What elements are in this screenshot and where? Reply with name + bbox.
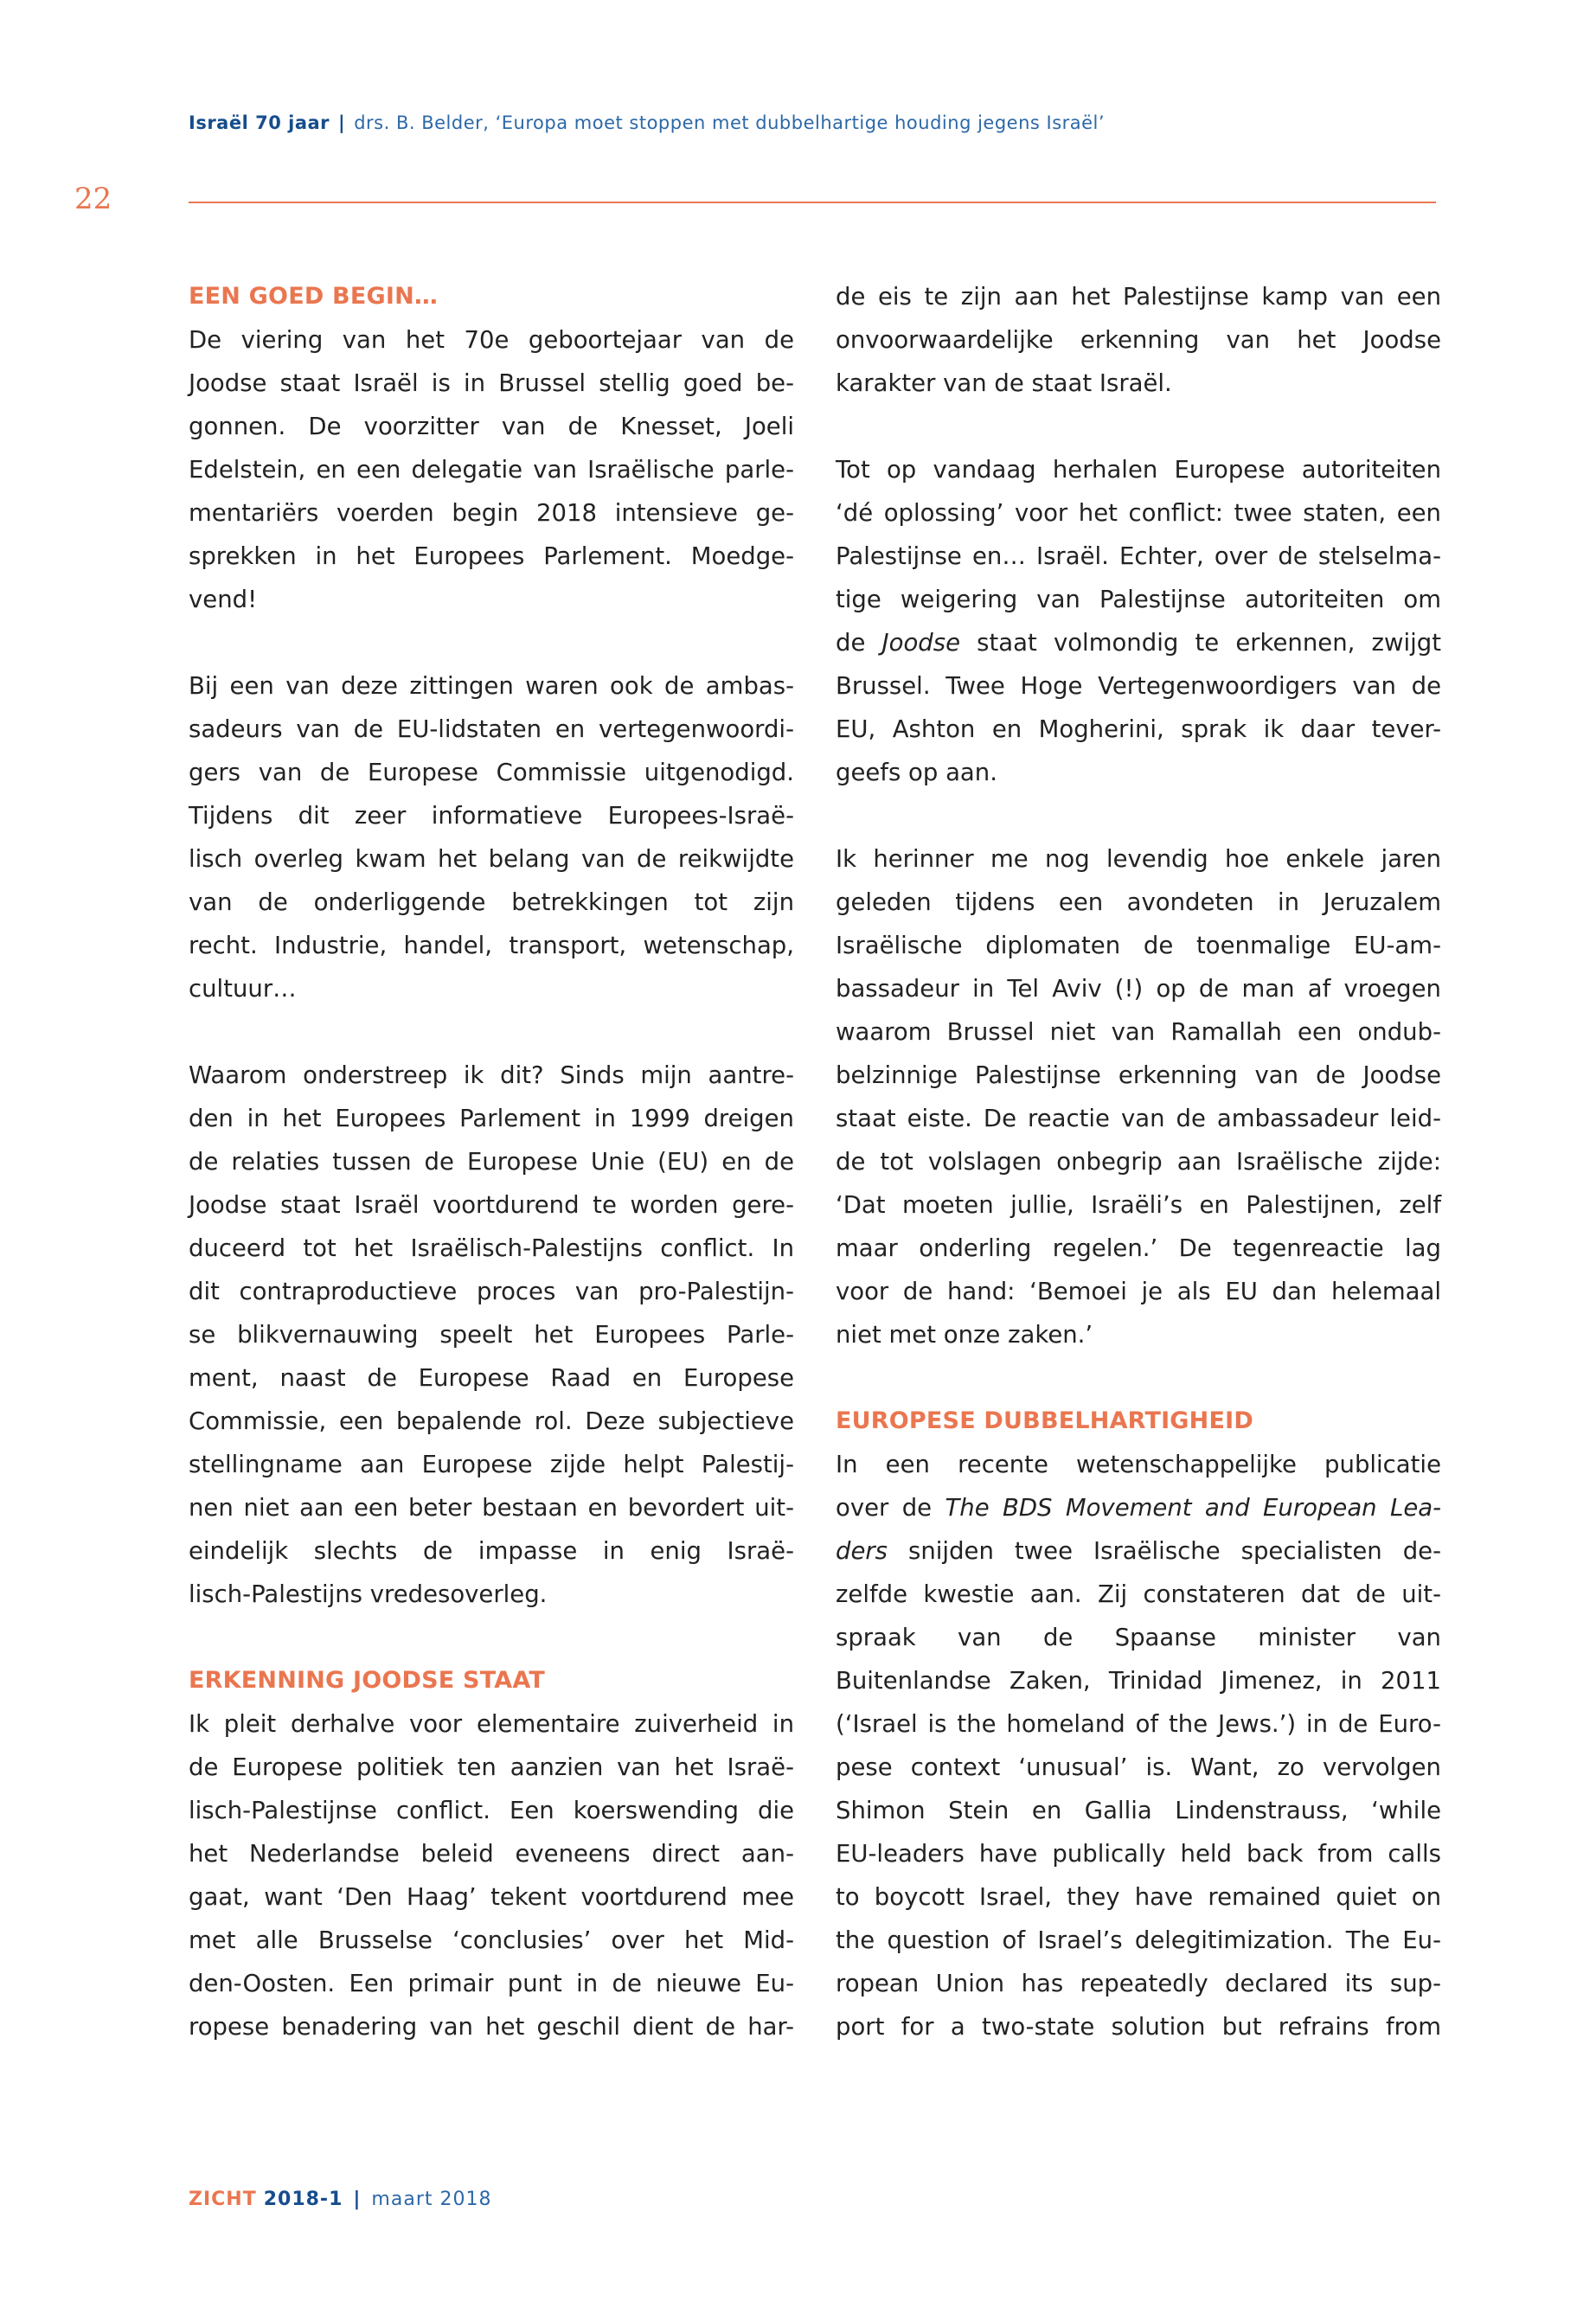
- text-line: tige weigering van Palestijnse autoriteiten om: [836, 586, 1441, 613]
- text-line: Ik herinner me nog levendig hoe enkele jaren: [836, 845, 1441, 873]
- text-line: Israëlische diplomaten de toenmalige EU-am-: [836, 932, 1441, 959]
- page-number: 22: [74, 182, 112, 216]
- text-line: pese context ‘unusual’ is. Want, zo vervolgen: [836, 1753, 1441, 1781]
- footer-separator: |: [353, 2189, 362, 2210]
- text-line: met alle Brusselse ‘conclusies’ over het Mid-: [189, 1926, 794, 1954]
- paragraph-break: [189, 621, 794, 664]
- text-line: den-Oosten. Een primair punt in de nieuwe Eu-: [189, 1970, 794, 1997]
- text-line: sadeurs van de EU-lidstaten en vertegenwoordi-: [189, 715, 794, 743]
- text-line: onvoorwaardelijke erkenning van het Joodse: [836, 326, 1441, 354]
- text-line: nen niet aan een beter bestaan en bevordert uit-: [189, 1494, 794, 1522]
- text-line: waarom Brussel niet van Ramallah een ondub-: [836, 1018, 1441, 1046]
- paragraph-break: [189, 1010, 794, 1054]
- text-line: to boycott Israel, they have remained quiet on: [836, 1883, 1441, 1911]
- text-line: De viering van het 70e geboortejaar van de: [189, 326, 794, 354]
- text-line: geleden tijdens een avondeten in Jeruzalem: [836, 888, 1441, 916]
- section-heading: EEN GOED BEGIN…: [189, 283, 439, 310]
- text-line: ‘Dat moeten jullie, Israëli’s en Palestijnen, zelf: [836, 1191, 1441, 1219]
- text-line: Tijdens dit zeer informatieve Europees-Israë-: [189, 802, 794, 830]
- text-line: de eis te zijn aan het Palestijnse kamp van een: [836, 283, 1441, 311]
- text-line: de tot volslagen onbegrip aan Israëlische zijde:: [836, 1148, 1441, 1176]
- text-line: dit contraproductieve proces van pro-Palestijn-: [189, 1278, 794, 1305]
- text-line: Buitenlandse Zaken, Trinidad Jimenez, in 2011: [836, 1667, 1441, 1695]
- text-segment: staat volmondig te erkennen, zwijgt: [960, 629, 1441, 657]
- italic-text-segment: ders: [836, 1537, 888, 1565]
- text-line: [836, 1486, 1441, 1529]
- text-line: EU, Ashton en Mogherini, sprak ik daar tever-: [836, 715, 1441, 743]
- text-line: mentariërs voerden begin 2018 intensieve ge-: [189, 499, 794, 527]
- text-line: Waarom onderstreep ik dit? Sinds mijn aantre-: [189, 1061, 794, 1089]
- text-line: [836, 1529, 1441, 1573]
- text-line: gaat, want ‘Den Haag’ tekent voortdurend mee: [189, 1883, 794, 1911]
- text-line: lisch overleg kwam het belang van de reikwijdte: [189, 845, 794, 873]
- text-line: maar onderling regelen.’ De tegenreactie lag: [836, 1234, 1441, 1262]
- text-line: eindelijk slechts de impasse in enig Israë-: [189, 1537, 794, 1565]
- text-line: stellingname aan Europese zijde helpt Palestij-: [189, 1451, 794, 1478]
- text-line: geefs op aan.: [836, 759, 997, 786]
- text-line: sprekken in het Europees Parlement. Moedge-: [189, 542, 794, 570]
- text-line: karakter van de staat Israël.: [836, 369, 1172, 397]
- text-line: zelfde kwestie aan. Zij constateren dat de uit-: [836, 1580, 1441, 1608]
- italic-text-segment: The BDS Movement and European Lea-: [945, 1494, 1442, 1522]
- text-line: cultuur…: [189, 975, 297, 1003]
- text-line: Tot op vandaag herhalen Europese autoriteiten: [836, 456, 1441, 484]
- section-heading: EUROPESE DUBBELHARTIGHEID: [836, 1407, 1253, 1434]
- text-line: niet met onze zaken.’: [836, 1321, 1093, 1349]
- text-segment: de: [836, 629, 882, 657]
- paragraph-break: [189, 1616, 794, 1659]
- text-line: lisch-Palestijns vredesoverleg.: [189, 1580, 548, 1608]
- text-line: het Nederlandse beleid eveneens direct aan-: [189, 1840, 794, 1868]
- text-line: Brussel. Twee Hoge Vertegenwoordigers van de: [836, 672, 1441, 700]
- text-line: vend!: [189, 586, 258, 613]
- italic-text-segment: Joodse: [881, 629, 961, 657]
- text-line: voor de hand: ‘Bemoei je als EU dan helemaal: [836, 1278, 1441, 1305]
- text-line: In een recente wetenschappelijke publicatie: [836, 1451, 1441, 1478]
- text-line: Shimon Stein en Gallia Lindenstrauss, ‘while: [836, 1797, 1441, 1824]
- text-line: lisch-Palestijnse conflict. Een koerswending die: [189, 1797, 794, 1824]
- text-line: belzinnige Palestijnse erkenning van de Joodse: [836, 1061, 1441, 1089]
- text-line: gonnen. De voorzitter van de Knesset, Joeli: [189, 413, 794, 440]
- text-line: spraak van de Spaanse minister van: [836, 1624, 1441, 1651]
- article-column-left: [189, 275, 794, 2048]
- text-line: EU-leaders have publically held back from calls: [836, 1840, 1441, 1868]
- running-head-series: Israël 70 jaar: [189, 112, 330, 133]
- text-line: de Europese politiek ten aanzien van het Israë-: [189, 1753, 794, 1781]
- footer-issue: 2018-1: [263, 2189, 343, 2210]
- text-line: Joodse staat Israël is in Brussel stellig goed be-: [189, 369, 794, 397]
- text-line: se blikvernauwing speelt het Europees Parle-: [189, 1321, 794, 1349]
- footer-magazine-name: ZICHT: [189, 2189, 257, 2210]
- text-line: [836, 621, 1441, 664]
- text-line: ment, naast de Europese Raad en Europese: [189, 1364, 794, 1392]
- text-line: port for a two-state solution but refrains from: [836, 2013, 1441, 2041]
- text-line: den in het Europees Parlement in 1999 dreigen: [189, 1105, 794, 1132]
- text-line: staat eiste. De reactie van de ambassadeur leid-: [836, 1105, 1441, 1132]
- text-line: Commissie, een bepalende rol. Deze subjectieve: [189, 1407, 794, 1435]
- text-segment: over de: [836, 1494, 945, 1522]
- text-segment: snijden twee Israëlische specialisten de-: [888, 1537, 1441, 1565]
- text-line: Palestijnse en… Israël. Echter, over de stelselma-: [836, 542, 1441, 570]
- running-head-separator: |: [338, 112, 346, 133]
- text-line: recht. Industrie, handel, transport, wetenschap,: [189, 932, 794, 959]
- text-line: Bij een van deze zittingen waren ook de ambas-: [189, 672, 794, 700]
- text-line: ropese benadering van het geschil dient de har-: [189, 2013, 794, 2041]
- text-line: ropean Union has repeatedly declared its sup-: [836, 1970, 1441, 1997]
- text-line: (‘Israel is the homeland of the Jews.’) in de Euro-: [836, 1710, 1441, 1738]
- text-line: de relaties tussen de Europese Unie (EU) en de: [189, 1148, 794, 1176]
- section-heading: ERKENNING JOODSE STAAT: [189, 1667, 545, 1694]
- text-line: the question of Israel’s delegitimization. The Eu-: [836, 1926, 1441, 1954]
- running-head: [189, 112, 1105, 133]
- header-rule: [189, 202, 1436, 203]
- text-line: Ik pleit derhalve voor elementaire zuiverheid in: [189, 1710, 794, 1738]
- text-line: ‘dé oplossing’ voor het conflict: twee staten, een: [836, 499, 1441, 527]
- footer: [189, 2189, 491, 2210]
- running-head-article-title: drs. B. Belder, ‘Europa moet stoppen met dubbelhartige houding jegens Israël’: [354, 112, 1106, 133]
- text-line: Edelstein, en een delegatie van Israëlische parle-: [189, 456, 794, 484]
- text-line: duceerd tot het Israëlisch-Palestijns conflict. In: [189, 1234, 794, 1262]
- text-line: gers van de Europese Commissie uitgenodigd.: [189, 759, 794, 786]
- text-line: Joodse staat Israël voortdurend te worden gere-: [189, 1191, 794, 1219]
- text-line: bassadeur in Tel Aviv (!) op de man af vroegen: [836, 975, 1441, 1003]
- paragraph-break: [836, 1356, 1441, 1400]
- paragraph-break: [836, 794, 1441, 837]
- footer-date: maart 2018: [371, 2189, 492, 2210]
- text-line: van de onderliggende betrekkingen tot zijn: [189, 888, 794, 916]
- paragraph-break: [836, 405, 1441, 448]
- article-column-right: [836, 275, 1441, 2048]
